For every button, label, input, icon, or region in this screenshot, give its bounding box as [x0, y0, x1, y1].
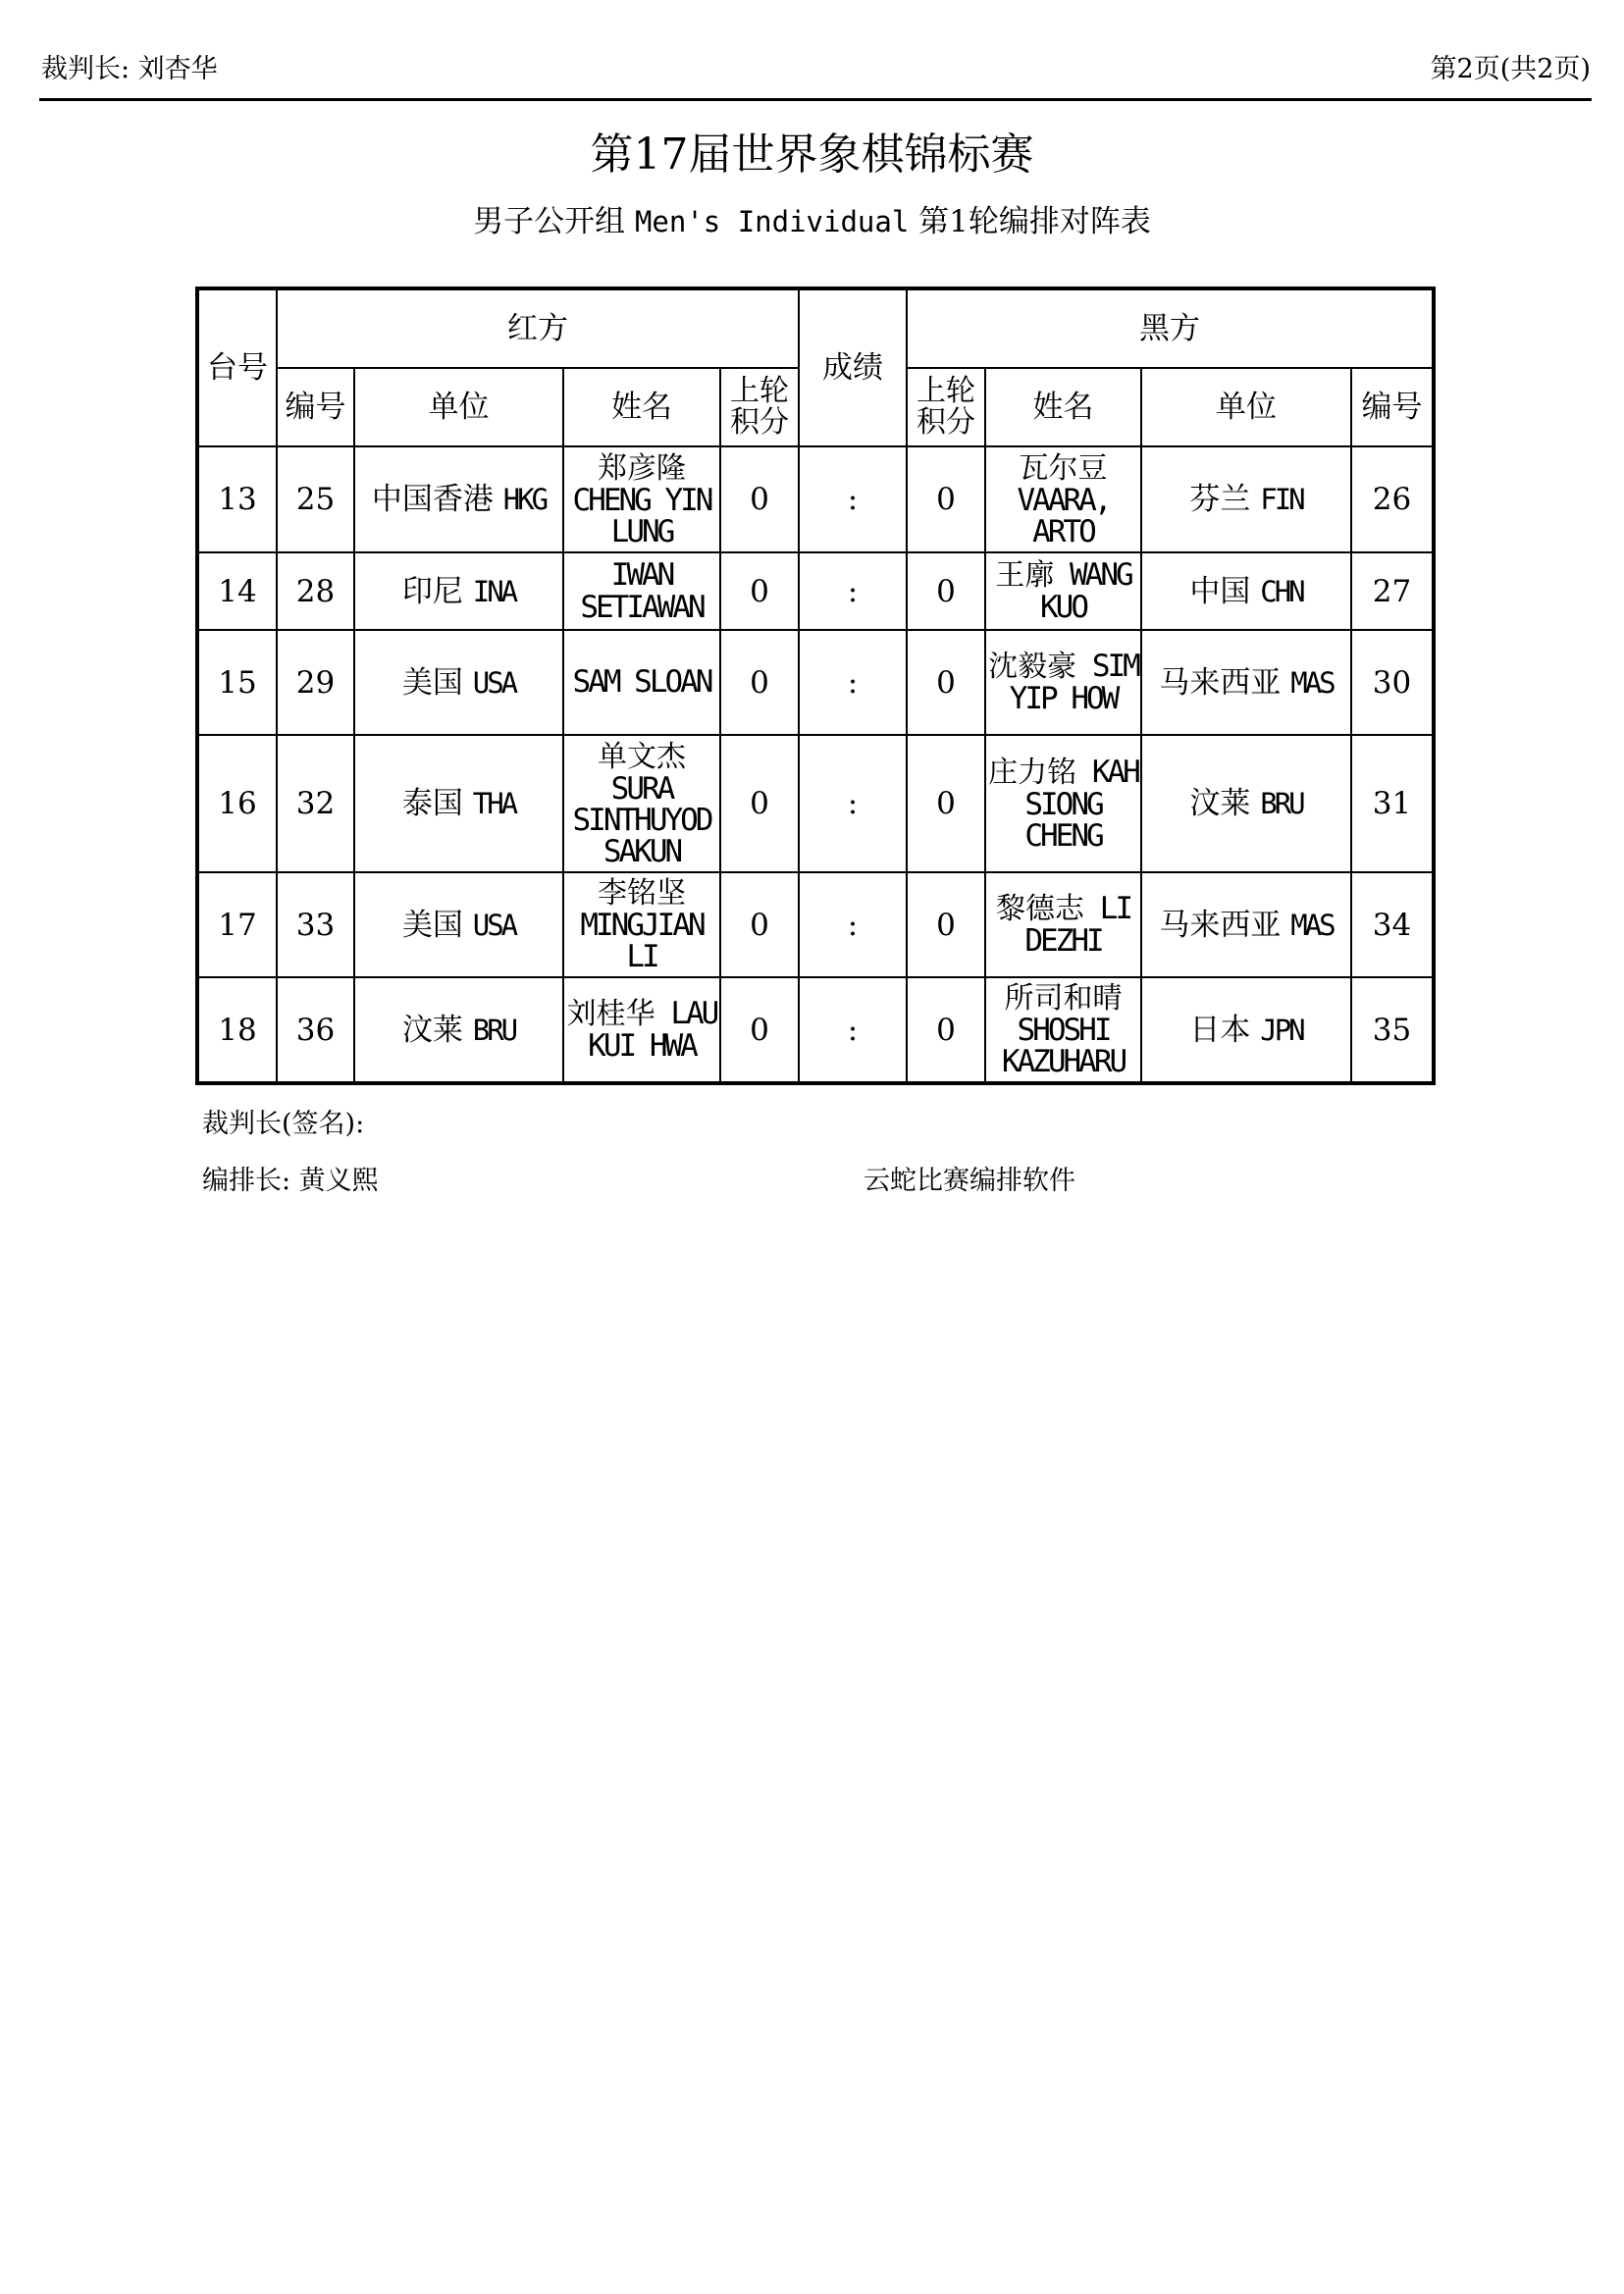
red-number: 25: [277, 446, 354, 552]
black-name: [985, 977, 1141, 1083]
black-unit-name: 马来西亚: [1159, 664, 1282, 701]
red-unit: [354, 552, 563, 630]
red-prev-score-header: 上轮积分: [720, 368, 799, 446]
red-unit-code: USA: [472, 908, 516, 942]
black-unit-name: 汶莱: [1189, 786, 1251, 821]
red-name-cn: 单文杰: [598, 739, 686, 774]
header-divider: [39, 98, 1592, 101]
black-name: [985, 735, 1141, 872]
result: :: [799, 872, 907, 977]
red-name-en: SAM SLOAN: [572, 664, 711, 700]
red-number: 32: [277, 735, 354, 872]
black-unit-code: MAS: [1290, 665, 1334, 700]
result: :: [799, 630, 907, 735]
black-prev-score: 0: [907, 977, 985, 1083]
table-row: [197, 552, 1434, 630]
red-name: [563, 977, 720, 1083]
black-name-cn: 所司和晴: [1004, 981, 1123, 1016]
red-number: 28: [277, 552, 354, 630]
result: :: [799, 552, 907, 630]
signature-line: 裁判长(签名):: [202, 1109, 365, 1139]
board-number: 15: [197, 630, 277, 735]
chief-referee-header: 裁判长: 刘杏华: [41, 54, 218, 84]
black-side-header: 黑方: [907, 288, 1434, 368]
black-unit-name: 马来西亚: [1159, 907, 1282, 943]
table-row: [197, 977, 1434, 1083]
black-name-cn: 沈毅豪: [988, 650, 1077, 684]
black-prev-score: 0: [907, 630, 985, 735]
black-unit-code: MAS: [1290, 908, 1334, 942]
board-number: 17: [197, 872, 277, 977]
black-number: 31: [1351, 735, 1434, 872]
black-unit-code: JPN: [1260, 1013, 1303, 1047]
black-number: 35: [1351, 977, 1434, 1083]
red-prev-score: 0: [720, 630, 799, 735]
black-prev-score: 0: [907, 735, 985, 872]
black-name-en: KAH SIONG CHENG: [1024, 754, 1138, 854]
black-name: [985, 552, 1141, 630]
black-name: [985, 630, 1141, 735]
table-row: [197, 735, 1434, 872]
red-number-header: 编号: [277, 368, 354, 446]
red-name: [563, 735, 720, 872]
black-name-cn: 黎德志: [996, 892, 1084, 926]
black-number-header: 编号: [1351, 368, 1434, 446]
red-unit-name: 美国: [401, 907, 463, 943]
red-unit: [354, 977, 563, 1083]
black-unit: [1141, 735, 1351, 872]
red-unit-code: USA: [472, 665, 516, 700]
black-unit-code: CHN: [1260, 574, 1303, 608]
table-row: [197, 630, 1434, 735]
red-unit-name: 汶莱: [401, 1012, 463, 1048]
red-number: 29: [277, 630, 354, 735]
red-name-cn: 郑彦隆: [598, 450, 686, 486]
red-prev-score: 0: [720, 446, 799, 552]
black-unit-name: 日本: [1189, 1012, 1251, 1048]
result: :: [799, 735, 907, 872]
table-row: [197, 872, 1434, 977]
red-name: [563, 630, 720, 735]
red-prev-score: 0: [720, 872, 799, 977]
page-info: 第2页(共2页): [1430, 54, 1591, 84]
black-name-header: 姓名: [985, 368, 1141, 446]
red-unit-code: BRU: [472, 1013, 516, 1047]
black-name-cn: 王廓: [995, 558, 1055, 593]
red-number: 33: [277, 872, 354, 977]
black-unit-code: BRU: [1260, 787, 1303, 820]
red-prev-score: 0: [720, 552, 799, 630]
pairings-table: [195, 287, 1436, 1085]
black-name: [985, 446, 1141, 552]
red-unit-code: HKG: [502, 483, 547, 516]
board-number: 18: [197, 977, 277, 1083]
red-unit: [354, 446, 563, 552]
black-unit-code: FIN: [1260, 483, 1303, 516]
black-unit-name: 中国: [1189, 573, 1251, 609]
result: :: [799, 977, 907, 1083]
red-name-en: MINGJIAN LI: [580, 908, 704, 974]
result-header: 成绩: [799, 288, 907, 446]
red-name-en: LAU KUI HWA: [588, 996, 717, 1064]
red-name-en: IWAN SETIAWAN: [580, 557, 704, 625]
black-prev-score: 0: [907, 446, 985, 552]
black-unit: [1141, 630, 1351, 735]
black-name-en: SHOSHI KAZUHARU: [1001, 1013, 1126, 1079]
red-unit: [354, 735, 563, 872]
black-name: [985, 872, 1141, 977]
red-unit-header: 单位: [354, 368, 563, 446]
black-unit: [1141, 977, 1351, 1083]
black-name-en: SIM YIP HOW: [1009, 649, 1138, 716]
black-unit: [1141, 446, 1351, 552]
red-unit-name: 中国香港: [371, 482, 494, 517]
board-number: 14: [197, 552, 277, 630]
black-name-cn: 瓦尔豆: [1019, 450, 1108, 486]
document-title: 第17届世界象棋锦标赛: [590, 130, 1034, 180]
black-name-en: VAARA, ARTO: [1017, 482, 1110, 549]
red-name-cn: 李铭坚: [598, 876, 686, 911]
red-number: 36: [277, 977, 354, 1083]
board-number: 13: [197, 446, 277, 552]
black-number: 30: [1351, 630, 1434, 735]
red-prev-score: 0: [720, 977, 799, 1083]
red-side-header: 红方: [277, 288, 799, 368]
black-prev-score: 0: [907, 552, 985, 630]
black-prev-score-header: 上轮积分: [907, 368, 985, 446]
red-name: [563, 446, 720, 552]
black-number: 27: [1351, 552, 1434, 630]
arranger-line: 编排长: 黄义熙: [202, 1166, 379, 1196]
black-unit: [1141, 872, 1351, 977]
red-name-en: SURA SINTHUYOD SAKUN: [572, 770, 711, 869]
red-name-header: 姓名: [563, 368, 720, 446]
red-unit-name: 印尼: [401, 573, 463, 609]
red-name: [563, 552, 720, 630]
pairings-body: [197, 446, 1434, 1083]
black-name-en: LI DEZHI: [1024, 891, 1130, 959]
black-unit-header: 单位: [1141, 368, 1351, 446]
red-name-cn: 刘桂华: [566, 997, 655, 1031]
red-unit-code: THA: [472, 787, 516, 820]
document-subtitle: [0, 202, 1624, 241]
black-number: 34: [1351, 872, 1434, 977]
black-name-cn: 庄力铭: [988, 755, 1077, 790]
software-credit: 云蛇比赛编排软件: [864, 1166, 1075, 1196]
group-label: 男子公开组: [473, 204, 626, 239]
table-row: [197, 446, 1434, 552]
red-name-en: CHENG YIN LUNG: [572, 482, 711, 549]
board-number: 16: [197, 735, 277, 872]
result: :: [799, 446, 907, 552]
board-header: 台号: [197, 288, 277, 446]
black-name-en: WANG KUO: [1040, 557, 1131, 625]
red-unit-name: 美国: [401, 664, 463, 701]
red-unit: [354, 630, 563, 735]
red-unit-name: 泰国: [401, 786, 463, 821]
black-number: 26: [1351, 446, 1434, 552]
black-prev-score: 0: [907, 872, 985, 977]
red-prev-score: 0: [720, 735, 799, 872]
red-unit-code: INA: [472, 574, 516, 608]
red-name: [563, 872, 720, 977]
black-unit: [1141, 552, 1351, 630]
red-unit: [354, 872, 563, 977]
black-unit-name: 芬兰: [1189, 482, 1251, 517]
round-label: 第1轮编排对阵表: [918, 204, 1151, 239]
group-label-en: Men's Individual: [634, 205, 910, 238]
